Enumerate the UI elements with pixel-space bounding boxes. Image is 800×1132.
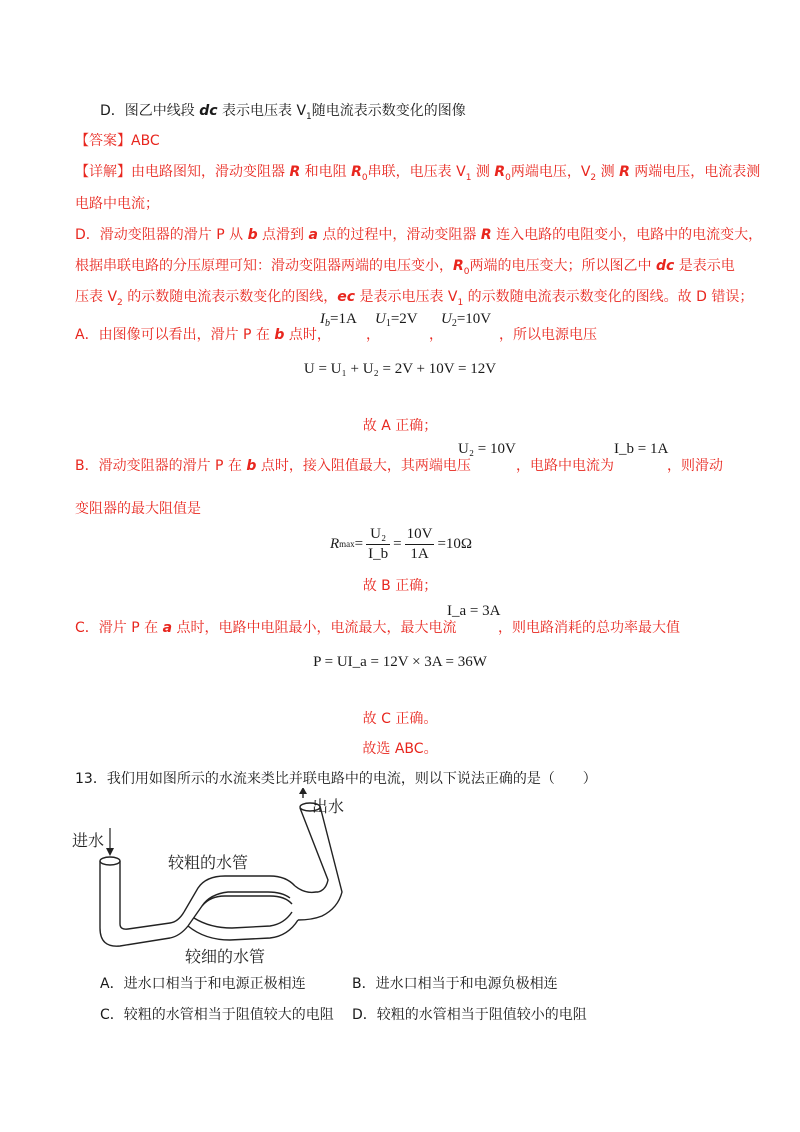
- pipe-outline: [100, 803, 342, 946]
- analysis-a-formula: U = U₁ + U₂ = 2V + 10V = 12V: [303, 361, 497, 377]
- answer-value: ABC: [131, 133, 160, 149]
- analysis-c-eq-ia: I_a = 3A: [447, 603, 501, 619]
- label-water-in: 进水: [72, 833, 105, 850]
- var-dc: dc: [199, 103, 218, 119]
- option-a[interactable]: A．进水口相当于和电源正极相连: [100, 976, 306, 992]
- label-water-out: 出水: [312, 799, 345, 816]
- analysis-c-conclusion: 故 C 正确。: [362, 711, 438, 727]
- option-d[interactable]: D．较粗的水管相当于阻值较小的电阻: [352, 1007, 587, 1023]
- analysis-a-conclusion: 故 A 正确；: [362, 418, 438, 434]
- analysis-b-line-1c: ，则滑动: [667, 458, 723, 474]
- analysis-d-line-2: 根据串联电路的分压原理可知：滑动变阻器两端的电压变小，$R_0$两端的电压变大；所以图乙中 dc 是表示电: [75, 258, 735, 277]
- final-answer: 故选 ABC。: [362, 741, 438, 757]
- option-b[interactable]: B．进水口相当于和电源负极相连: [352, 976, 558, 992]
- analysis-a-tail: ，所以电源电压: [499, 327, 597, 343]
- analysis-a-eq-ib: $I_b=1A$: [320, 311, 357, 329]
- analysis-d-line-1: D．滑动变阻器的滑片 P 从 b 点滑到 a 点的过程中，滑动变阻器 R 连入电路的电阻变小，电路中的电流变大，: [75, 227, 763, 243]
- detail-line-2: 电路中电流；: [75, 196, 159, 212]
- analysis-b-line-1b: ，电路中电流为: [516, 458, 614, 474]
- analysis-b-line-2: 变阻器的最大阻值是: [75, 501, 201, 517]
- analysis-a-sep-2: ，: [429, 327, 443, 343]
- label-thick-pipe: 较粗的水管: [168, 855, 249, 872]
- analysis-d-line-3: 压表 $V_2$ 的示数随电流表示数变化的图线，ec 是表示电压表 $V_1$ 的示数随电流表示数变化的图线。故 D 错误；: [75, 289, 754, 308]
- analysis-b-conclusion: 故 B 正确；: [362, 578, 438, 594]
- analysis-b-formula: R max = $\frac{\text{U₂}}{I\_b}$ = $\frac{10V}{1A}$ =10Ω: [330, 525, 473, 562]
- detail-line-1: 【详解】由电路图知，滑动变阻器 R 和电阻 $R_0$串联，电压表 $V_1$ 测 $R_0$两端电压，$V_2$ 测 R 两端电压，电流表测: [75, 164, 761, 183]
- fraction-u2-ib: $\frac{\text{U₂}}{I\_b}$: [368, 525, 389, 562]
- analysis-a-eq-u1: $U_1=2V$: [375, 311, 418, 329]
- analysis-b-eq-ib: I_b = 1A: [614, 441, 669, 457]
- water-pipe-figure: [60, 788, 390, 968]
- prev-option-d: D．图乙中线段 dc 表示电压表 $V_1$随电流表示数变化的图像: [100, 103, 466, 122]
- option-c[interactable]: C．较粗的水管相当于阻值较大的电阻: [100, 1007, 334, 1023]
- analysis-a-sep-1: ，: [366, 327, 380, 343]
- analysis-b-eq-u2: U₂ = 10V: [458, 441, 516, 457]
- inlet-arrow-head: [106, 848, 114, 856]
- question-13-stem: 13．我们用如图所示的水流来类比并联电路中的电流，则以下说法正确的是（ ）: [75, 771, 597, 787]
- detail-label: 【详解】: [75, 164, 131, 180]
- analysis-b-line-1a: B．滑动变阻器的滑片 P 在 b 点时，接入阻值最大，其两端电压: [75, 458, 471, 474]
- label-thin-pipe: 较细的水管: [185, 949, 266, 966]
- analysis-c-formula: P = UI_a = 12V × 3A = 36W: [313, 654, 487, 670]
- analysis-a-line-1: A．由图像可以看出，滑片 P 在 b 点时，: [75, 327, 331, 343]
- fraction-10v-1a: $\frac{10V}{1A}$: [406, 525, 433, 562]
- answer-label: 【答案】: [75, 133, 131, 149]
- answer-line: [75, 130, 160, 150]
- analysis-c-line-1b: ，则电路消耗的总功率最大值: [498, 620, 680, 636]
- analysis-a-eq-u2: $U_2=10V$: [441, 311, 492, 329]
- analysis-c-line-1a: C．滑片 P 在 a 点时，电路中电阻最小，电流最大，最大电流: [75, 620, 457, 636]
